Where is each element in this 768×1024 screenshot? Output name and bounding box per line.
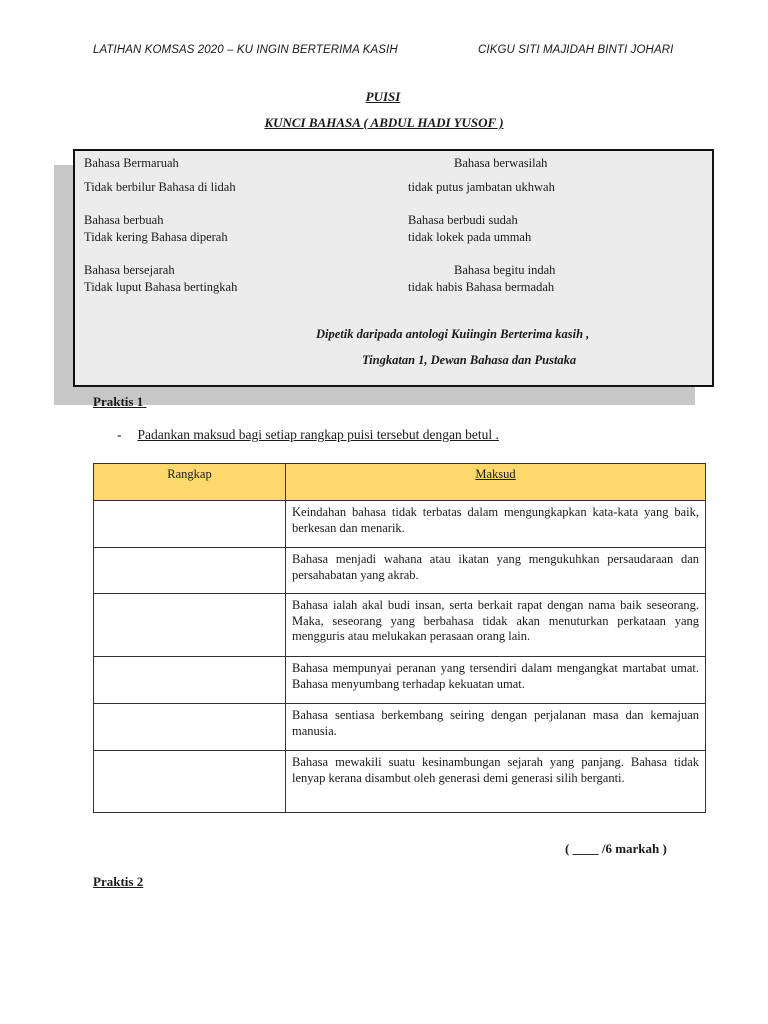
header-maksud: Maksud (286, 464, 706, 501)
table-row (94, 501, 706, 548)
maksud-cell: Bahasa mewakili suatu kesinambungan sejarah yang panjang. Bahasa tidak lenyap kerana disambut oleh generasi demi generasi silih berganti. (286, 751, 706, 813)
poem-line: Bahasa berbuah (84, 213, 164, 227)
poem-line: tidak putus jambatan ukhwah (408, 180, 555, 194)
poem-line: Bahasa Bermaruah (84, 156, 179, 170)
rangkap-answer-cell[interactable] (94, 657, 286, 704)
maksud-cell: Bahasa menjadi wahana atau ikatan yang mengukuhkan persaudaraan dan persahabatan yang akrab. (286, 548, 706, 594)
maksud-cell: Bahasa ialah akal budi insan, serta berkait rapat dengan nama baik seseorang. Maka, seseorang yang berbahasa tidak akan menuturkan perkataan yang mengguris atau melukakan perasaan orang lain. (286, 594, 706, 657)
poem-line: Tidak luput Bahasa bertingkah (84, 280, 238, 294)
poem-line: Bahasa begitu indah (454, 263, 556, 277)
table-row (94, 548, 706, 594)
header-right: CIKGU SITI MAJIDAH BINTI JOHARI (478, 44, 674, 56)
poem-line: Bahasa berbudi sudah (408, 213, 518, 227)
genre-title: PUISI (365, 89, 401, 104)
instruction (117, 427, 499, 443)
maksud-cell: Keindahan bahasa tidak terbatas dalam mengungkapkan kata-kata yang baik, berkesan dan menarik. (286, 501, 706, 548)
rangkap-answer-cell[interactable] (94, 501, 286, 548)
poem-line: Tidak kering Bahasa diperah (84, 230, 228, 244)
praktis-2-label: Praktis 2 (93, 874, 144, 889)
maksud-cell: Bahasa sentiasa berkembang seiring dengan perjalanan masa dan kemajuan manusia. (286, 704, 706, 751)
rangkap-answer-cell[interactable] (94, 548, 286, 594)
poem-credit-publisher: Tingkatan 1, Dewan Bahasa dan Pustaka (362, 353, 577, 367)
score-field: ( ____ /6 markah ) (565, 841, 667, 856)
poem-title: KUNCI BAHASA ( ABDUL HADI YUSOF ) (264, 115, 504, 130)
poem-line: Bahasa berwasilah (454, 156, 548, 170)
header-left: LATIHAN KOMSAS 2020 – KU INGIN BERTERIMA KASIH (93, 44, 398, 56)
table-row (94, 704, 706, 751)
table-row (94, 657, 706, 704)
poem-box (73, 149, 714, 387)
instruction-text: Padankan maksud bagi setiap rangkap puisi tersebut dengan betul . (137, 427, 499, 442)
instruction-bullet: - (117, 427, 122, 442)
poem-line: Bahasa bersejarah (84, 263, 175, 277)
table-header-row (94, 464, 706, 501)
poem-line: tidak lokek pada ummah (408, 230, 532, 244)
rangkap-answer-cell[interactable] (94, 751, 286, 813)
poem-line: Tidak berbilur Bahasa di lidah (84, 180, 236, 194)
table-row (94, 751, 706, 813)
matching-table (93, 463, 706, 813)
table-row (94, 594, 706, 657)
header-rangkap: Rangkap (94, 464, 286, 501)
rangkap-answer-cell[interactable] (94, 594, 286, 657)
maksud-cell: Bahasa mempunyai peranan yang tersendiri dalam mengangkat martabat umat. Bahasa menyumbang terhadap kekuatan umat. (286, 657, 706, 704)
poem-credit-source: Dipetik daripada antologi Kuiingin Berterima kasih , (316, 327, 590, 341)
poem-line: tidak habis Bahasa bermadah (408, 280, 555, 294)
rangkap-answer-cell[interactable] (94, 704, 286, 751)
praktis-1-label: Praktis 1 (93, 394, 144, 409)
